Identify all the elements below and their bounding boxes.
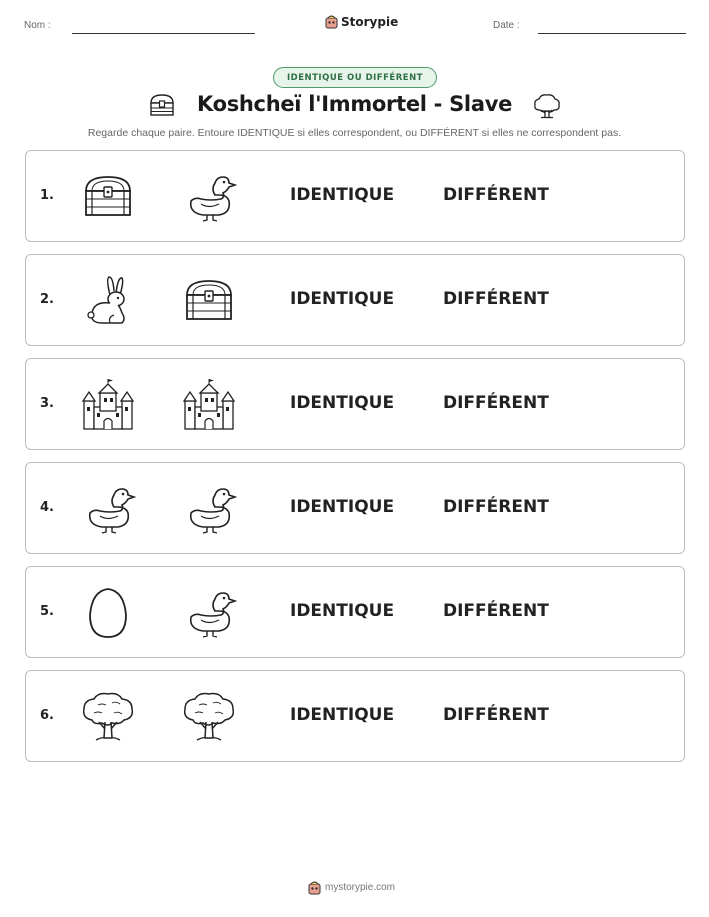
storypie-logo-icon	[308, 880, 321, 895]
date-line	[538, 33, 686, 34]
treasure-chest-icon	[181, 275, 237, 327]
option-identique[interactable]: IDENTIQUE	[290, 393, 395, 413]
option-identique[interactable]: IDENTIQUE	[290, 601, 395, 621]
duck-icon	[181, 587, 237, 639]
question-number: 5.	[40, 604, 54, 619]
question-number: 1.	[40, 188, 54, 203]
castle-icon	[80, 379, 136, 431]
option-identique[interactable]: IDENTIQUE	[290, 497, 395, 517]
option-different[interactable]: DIFFÉRENT	[443, 601, 549, 621]
question-number: 6.	[40, 708, 54, 723]
activity-badge: IDENTIQUE OU DIFFÉRENT	[273, 67, 437, 88]
footer	[308, 880, 395, 895]
option-different[interactable]: DIFFÉRENT	[443, 497, 549, 517]
tree-icon	[80, 691, 136, 743]
name-line	[72, 33, 255, 34]
duck-icon	[181, 483, 237, 535]
footer-url: mystorypie.com	[325, 882, 396, 893]
option-different[interactable]: DIFFÉRENT	[443, 185, 549, 205]
egg-icon	[80, 587, 136, 639]
instructions: Regarde chaque paire. Entoure IDENTIQUE si elles correspondent, ou DIFFÉRENT si elles ne correspondent pas.	[87, 127, 622, 139]
option-different[interactable]: DIFFÉRENT	[443, 393, 549, 413]
option-identique[interactable]: IDENTIQUE	[290, 289, 395, 309]
castle-icon	[181, 379, 237, 431]
question-number: 2.	[40, 292, 54, 307]
duck-icon	[80, 483, 136, 535]
rabbit-icon	[80, 275, 136, 327]
question-row	[25, 462, 685, 554]
question-row	[25, 358, 685, 450]
duck-icon	[181, 171, 237, 223]
question-row	[25, 150, 685, 242]
name-label: Nom :	[24, 20, 51, 31]
storypie-logo-icon	[325, 14, 338, 29]
option-different[interactable]: DIFFÉRENT	[443, 289, 549, 309]
option-identique[interactable]: IDENTIQUE	[290, 705, 395, 725]
date-label: Date :	[493, 20, 520, 31]
treasure-chest-icon	[80, 171, 136, 223]
tree-icon	[181, 691, 237, 743]
page-title: Koshcheï l'Immortel - Slave	[196, 92, 513, 116]
question-row	[25, 670, 685, 762]
brand-name: Storypie	[341, 14, 399, 29]
brand-logo	[325, 14, 398, 29]
option-identique[interactable]: IDENTIQUE	[290, 185, 395, 205]
question-number: 4.	[40, 500, 54, 515]
option-different[interactable]: DIFFÉRENT	[443, 705, 549, 725]
question-number: 3.	[40, 396, 54, 411]
question-row	[25, 254, 685, 346]
question-row	[25, 566, 685, 658]
tree-icon	[533, 93, 561, 119]
